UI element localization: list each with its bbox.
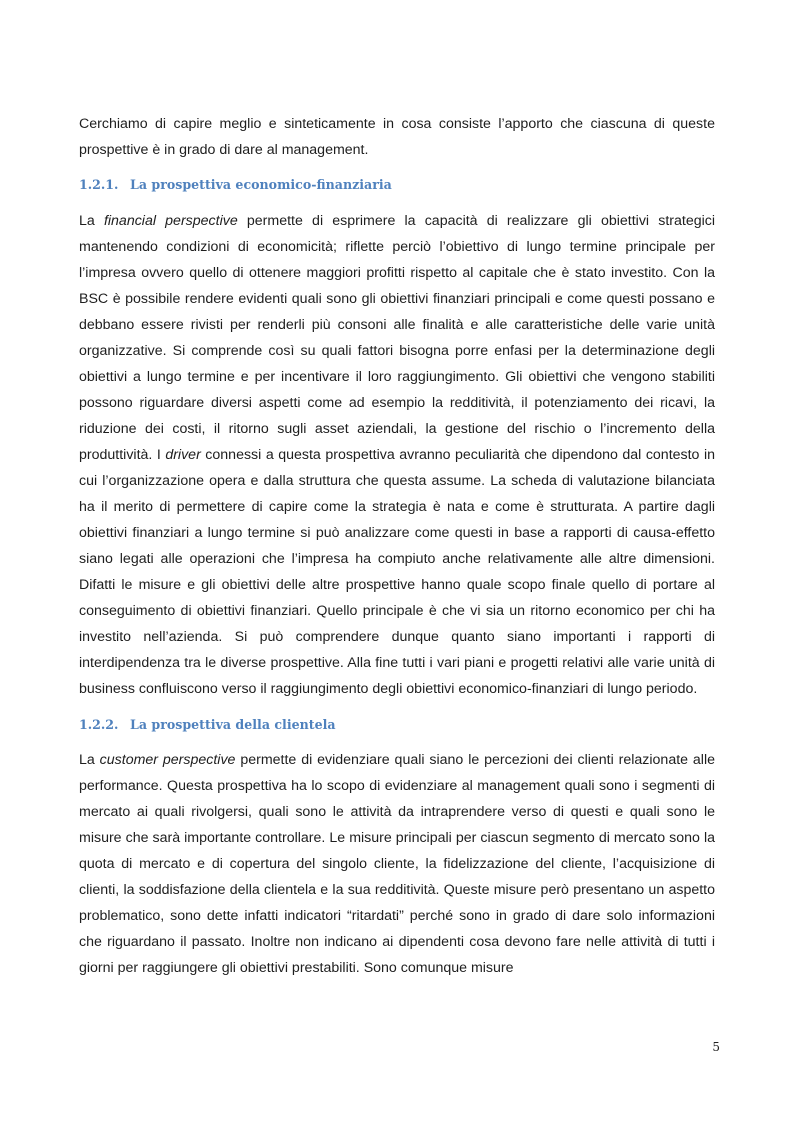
section-number: 1.2.2. [79, 717, 119, 732]
section-1-2-2-paragraph [79, 747, 715, 981]
paragraph-text: La [79, 752, 100, 768]
section-1-2-1-paragraph [79, 208, 715, 702]
intro-paragraph: Cerchiamo di capire meglio e sinteticamente in cosa consiste l’apporto che ciascuna di queste prospettive è in grado di dare al management. [79, 116, 715, 158]
italic-term: driver [165, 447, 201, 463]
section-heading-1-2-2 [79, 716, 715, 734]
section-title: La prospettiva della clientela [130, 717, 336, 732]
paragraph-text: connessi a questa prospettiva avranno peculiarità che dipendono dal contesto in cui l’organizzazione opera e dalla struttura che questa assume. La scheda di valutazione bilanciata ha il merito di permettere di capire come la strategia è nata e come è strutturata. A partire dagli obiettivi finanziari a lungo termine si può analizzare come questi in base a rapporti di causa-effetto siano legati alle operazioni che l’impresa ha compiuto anche relativamente alle altre dimensioni. Difatti le misure e gli obiettivi delle altre prospettive hanno quale scopo finale quello di portare al conseguimento di obiettivi finanziari. Quello principale è che vi sia un ritorno economico per chi ha investito nell’azienda. Si può comprendere dunque quanto siano importanti i rapporti di interdipendenza tra le diverse prospettive. Alla fine tutti i vari piani e progetti relativi alle varie unità di business confluiscono verso il raggiungimento degli obiettivi economico-finanziari di lungo periodo. [79, 447, 716, 697]
page-content [79, 111, 715, 981]
page-number: 5 [712, 1040, 720, 1054]
section-heading-1-2-1 [79, 176, 715, 194]
paragraph-text: La [79, 213, 104, 229]
section-number: 1.2.1. [79, 177, 119, 192]
paragraph-text: permette di evidenziare quali siano le percezioni dei clienti relazionate alle performance. Questa prospettiva ha lo scopo di evidenziare al management quali sono i segmenti di mercato ai quali rivolgersi, quali sono le attività da intraprendere verso di questi e quali sono le misure che sarà importante controllare. Le misure principali per ciascun segmento di mercato sono la quota di mercato e di copertura del singolo cliente, la fidelizzazione del cliente, l’acquisizione di clienti, la soddisfazione della clientela e la sua redditività. Queste misure però presentano un aspetto problematico, sono dette infatti indicatori “ritardati” perché sono in grado di dare solo informazioni che riguardano il passato. Inoltre non indicano ai dipendenti cosa devono fare nelle attività di tutti i giorni per raggiungere gli obiettivi prestabiliti. Sono comunque misure [79, 752, 715, 976]
paragraph-text: permette di esprimere la capacità di realizzare gli obiettivi strategici mantenendo condizioni di economicità; riflette perciò l’obiettivo di lungo termine principale per l’impresa ovvero quello di ottenere maggiori profitti rispetto al capitale che è stato investito. Con la BSC è possibile rendere evidenti quali sono gli obiettivi finanziari principali e come questi possano e debbano essere rivisti per renderli più consoni alle finalità e alle caratteristiche delle varie unità organizzative. Si comprende così su quali fattori bisogna porre enfasi per la determinazione degli obiettivi a lungo termine e per incentivare il loro raggiungimento. Gli obiettivi che vengono stabiliti possono riguardare diversi aspetti come ad esempio la redditività, il potenziamento dei ricavi, la riduzione dei costi, il ritorno sugli asset aziendali, la gestione del rischio o l’incremento della produttività. I [79, 213, 715, 463]
italic-term: customer perspective [99, 752, 236, 768]
italic-term: financial perspective [103, 213, 238, 229]
section-title: La prospettiva economico-finanziaria [130, 177, 392, 192]
